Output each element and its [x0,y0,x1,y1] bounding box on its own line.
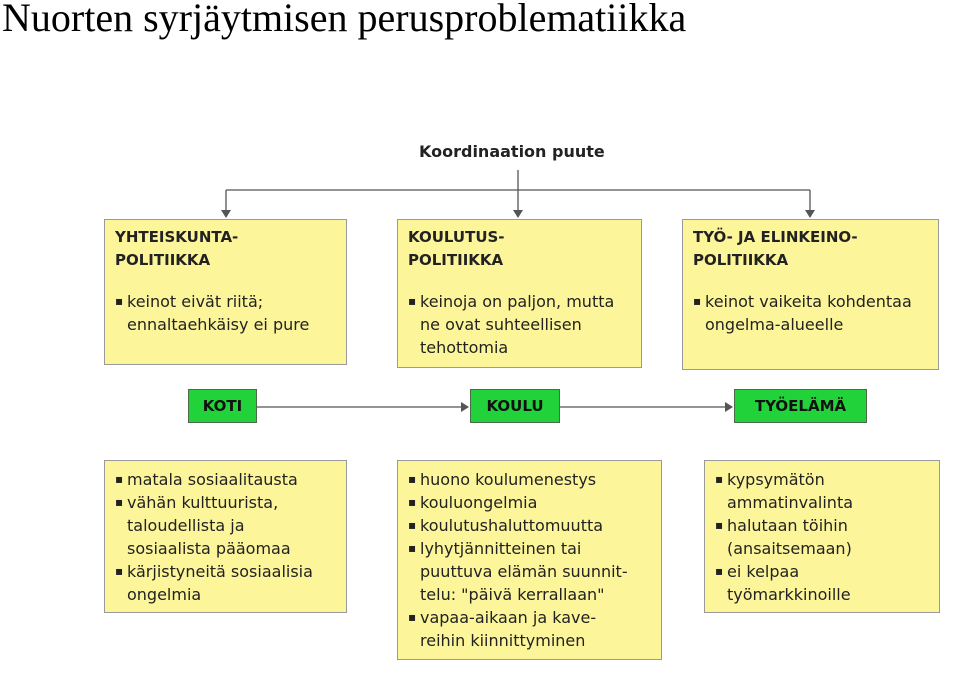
bullet-item: ▪ keinot eivät riitä; ennaltaehkäisy ei pure [115,290,336,336]
bullet-item: ▪ huono koulumenestys [408,468,651,491]
bullet-item: ▪ halutaan töihin (ansaitsemaan) [715,514,929,560]
problem-box-worklife [704,460,940,613]
policy-box-title: TYÖ- JA ELINKEINO- POLITIIKKA [693,228,858,269]
bullet-item: ▪ kypsymätön ammatinvalinta [715,468,929,514]
policy-box-title: YHTEISKUNTA- POLITIIKKA [115,228,239,269]
diagram-heading: Koordinaation puute [419,142,605,161]
bullet-item: ▪ keinoja on paljon, mutta ne ovat suhteellisen tehottomia [408,290,631,359]
bullet-item: ▪ vapaa-aikaan ja kave- reihin kiinnittyminen [408,606,651,652]
bullet-item: ▪ kärjistyneitä sosiaalisia ongelmia [115,560,336,606]
policy-box-society [104,219,347,365]
policy-box-education [397,219,642,368]
bullet-item: ▪ kouluongelmia [408,491,651,514]
problem-box-home [104,460,347,613]
bullet-item: ▪ matala sosiaalitausta [115,468,336,491]
bullet-item: ▪ lyhytjännitteinen tai puuttuva elämän suunnit- telu: "päivä kerrallaan" [408,537,651,606]
problem-box-school [397,460,662,660]
bullet-item: ▪ vähän kulttuurista, taloudellista ja sosiaalista pääomaa [115,491,336,560]
page-title: Nuorten syrjäytmisen perusproblematiikka [2,0,687,40]
bullet-item: ▪ koulutushaluttomuutta [408,514,651,537]
bullet-item: ▪ keinot vaikeita kohdentaa ongelma-alueelle [693,290,928,336]
stage-tyoelama: TYÖELÄMÄ [734,389,867,423]
policy-box-title: KOULUTUS- POLITIIKKA [408,228,505,269]
stage-koulu: KOULU [470,389,560,423]
policy-box-labour [682,219,939,370]
bullet-item: ▪ ei kelpaa työmarkkinoille [715,560,929,606]
stage-koti: KOTI [188,389,257,423]
